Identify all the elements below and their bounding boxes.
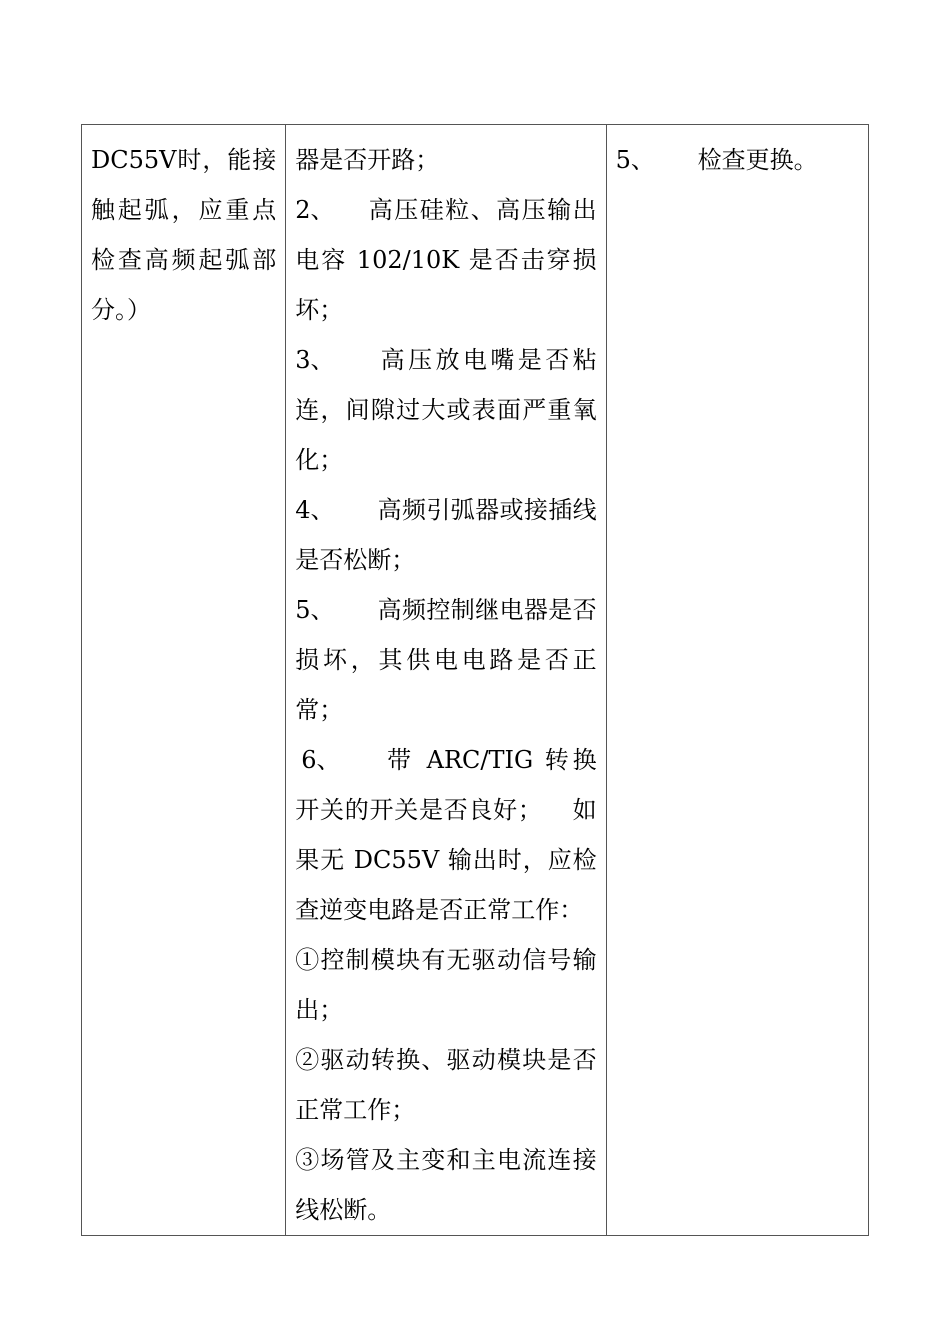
check-sub-1: ①控制模块有无驱动信号输出； [295, 946, 597, 1024]
check-sub-2: ②驱动转换、驱动模块是否正常工作； [295, 1046, 597, 1124]
check-sub-3: ③场管及主变和主电流连接线松断。 [295, 1146, 597, 1224]
check-item-6: 6、 带 ARC/TIG 转换开关的开关是否良好； 如果无 DC55V 输出时，应检查逆变电路是否正常工作： [295, 746, 597, 924]
check-item-4: 4、 高频引弧器或接插线是否松断； [295, 496, 597, 574]
remedy-cell [606, 125, 868, 1236]
repair-table [81, 124, 869, 1236]
remedy-item-5: 5、 检查更换。 [615, 146, 818, 174]
fault-description-text: DC55V时，能接触起弧，应重点检查高频起弧部分。） [91, 146, 277, 324]
check-item-continued: 器是否开路； [295, 146, 440, 174]
check-item-2: 2、 高压硅粒、高压输出电容 102/10K 是否击穿损坏； [295, 196, 597, 324]
check-item-5: 5、 高频控制继电器是否损坏，其供电电路是否正常； [295, 596, 597, 724]
check-item-3: 3、 高压放电嘴是否粘连，间隙过大或表面严重氧化； [295, 346, 597, 474]
table-row [82, 125, 869, 1236]
check-items-cell [286, 125, 606, 1236]
fault-description-cell [82, 125, 286, 1236]
